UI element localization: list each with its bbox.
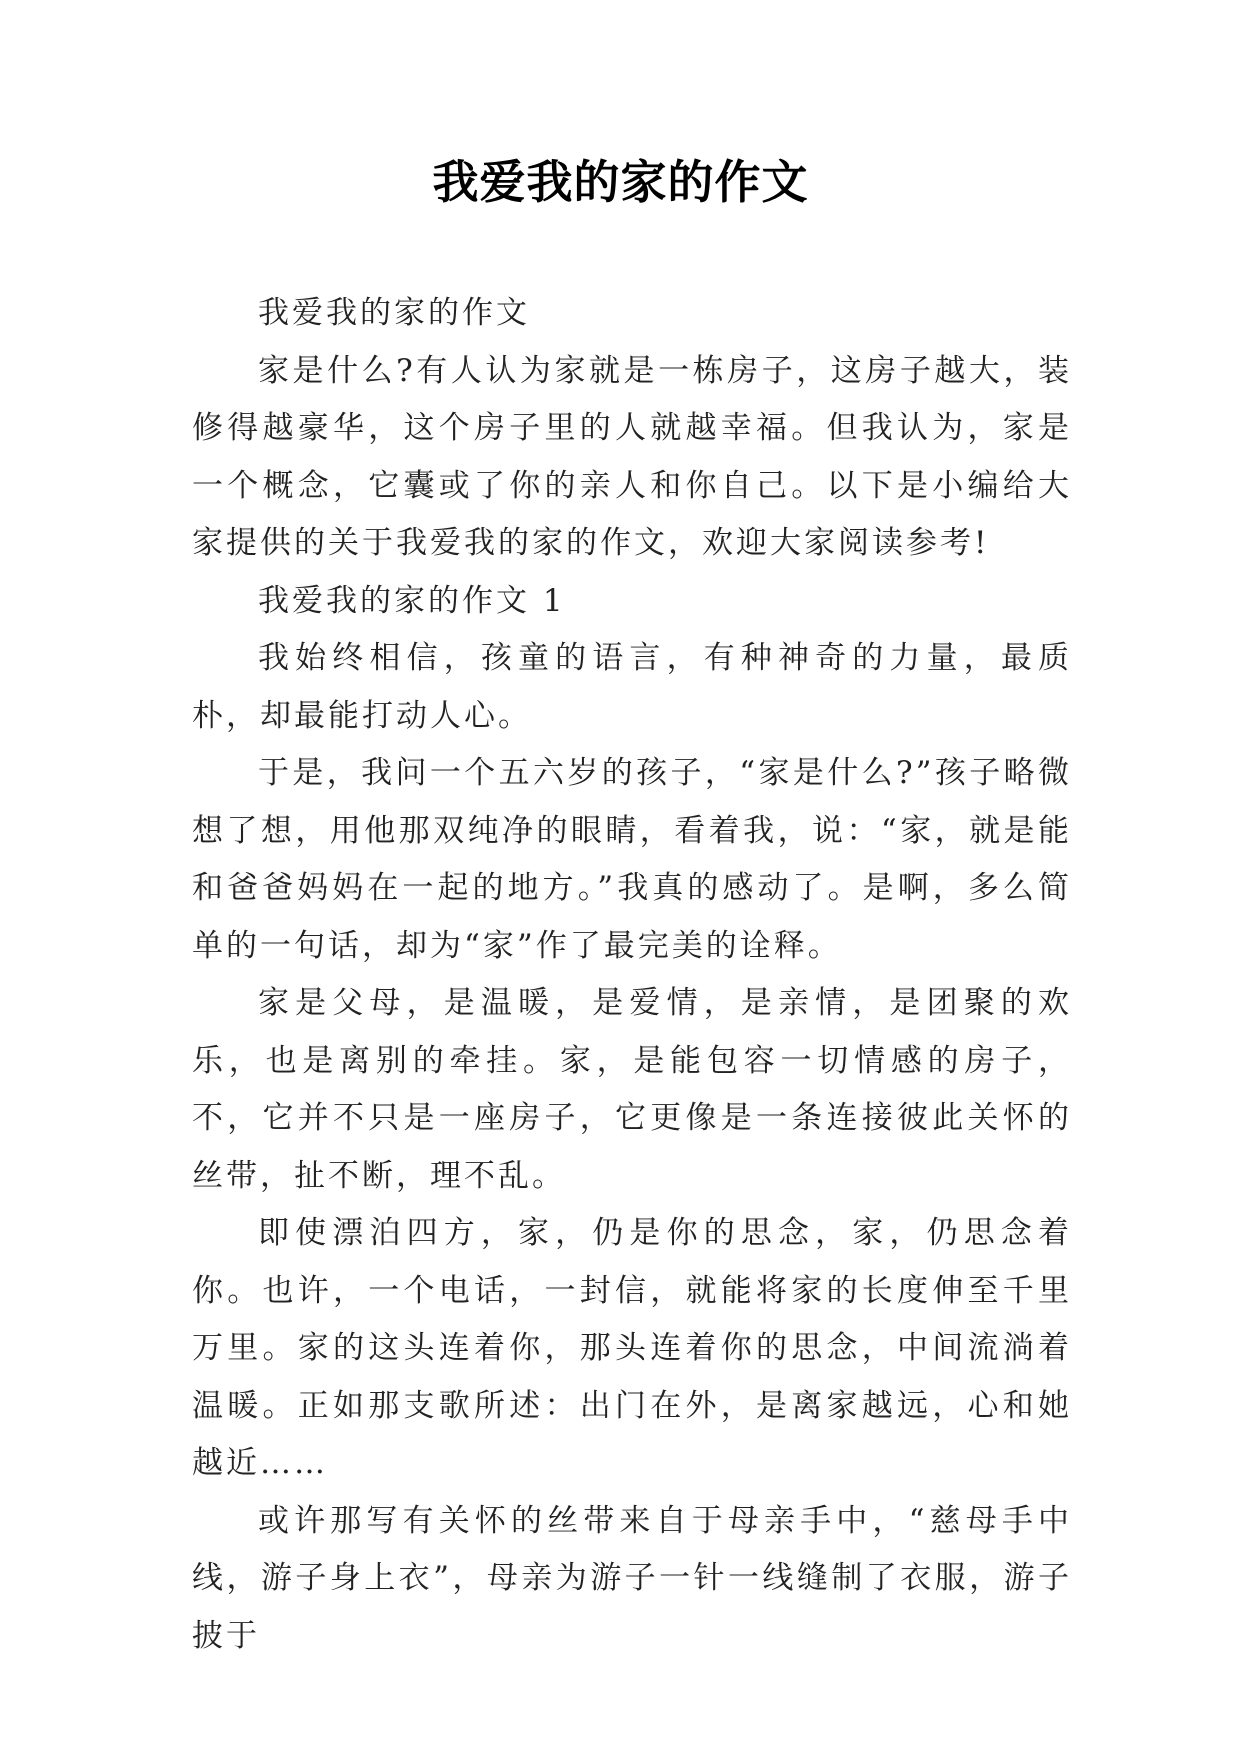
- document-title: 我爱我的家的作文: [432, 155, 809, 209]
- document-body: [192, 285, 1072, 1665]
- paragraph: 家是父母，是温暖，是爱情，是亲情，是团聚的欢乐，也是离别的牵挂。家，是能包容一切情感的房子，不，它并不只是一座房子，它更像是一条连接彼此关怀的丝带，扯不断，理不乱。: [192, 985, 1072, 1194]
- paragraph-section-heading: 我爱我的家的作文 1: [258, 582, 566, 619]
- paragraph: 或许那写有关怀的丝带来自于母亲手中，“慈母手中线，游子身上衣”，母亲为游子一针一线缝制了衣服，游子披于: [192, 1502, 1072, 1654]
- paragraph-subtitle: 我爱我的家的作文: [258, 295, 530, 331]
- paragraph: 于是，我问一个五六岁的孩子，“家是什么?”孩子略微想了想，用他那双纯净的眼睛，看着我，说：“家，就是能和爸爸妈妈在一起的地方。”我真的感动了。是啊，多么简单的一句话，却为“家”作了最完美的诠释。: [192, 755, 1072, 964]
- paragraph: 即使漂泊四方，家，仍是你的思念，家，仍思念着你。也许，一个电话，一封信，就能将家的长度伸至千里万里。家的这头连着你，那头连着你的思念，中间流淌着温暖。正如那支歌所述：出门在外，是离家越远，心和她越近……: [192, 1215, 1072, 1481]
- paragraph-intro: 家是什么?有人认为家就是一栋房子，这房子越大，装修得越豪华，这个房子里的人就越幸福。但我认为，家是一个概念，它囊或了你的亲人和你自己。以下是小编给大家提供的关于我爱我的家的作文，欢迎大家阅读参考!: [192, 352, 1072, 561]
- paragraph: 我始终相信，孩童的语言，有种神奇的力量，最质朴，却最能打动人心。: [192, 640, 1072, 734]
